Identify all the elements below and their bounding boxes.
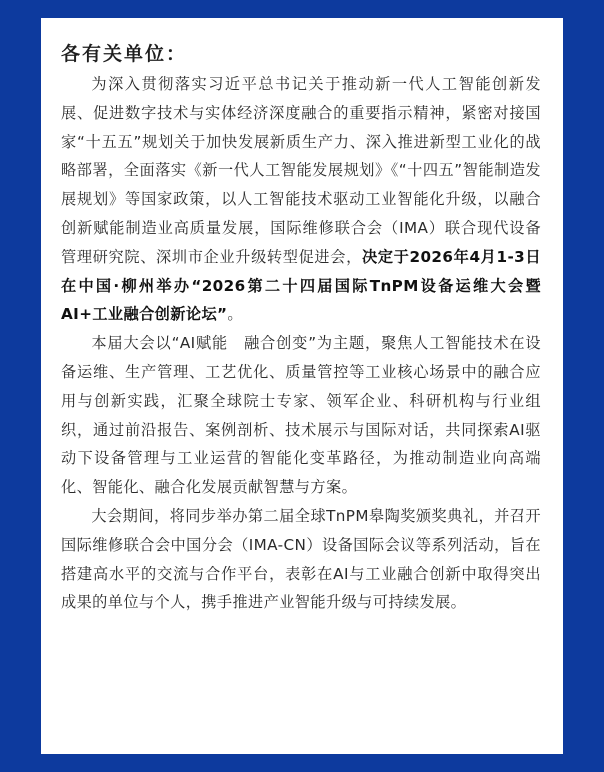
paragraph-activities: 大会期间，将同步举办第二届全球TnPM皋陶奖颁奖典礼，并召开国际维修联合会中国分会（IMA-CN）设备国际会议等系列活动，旨在搭建高水平的交流与合作平台，表彰在AI与工业融合创新中取得突出成果的单位与个人，携手推进产业智能升级与可持续发展。 bbox=[61, 506, 541, 612]
paragraph-theme: 本届大会以“AI赋能 融合创变”为主题，聚焦人工智能技术在设备运维、生产管理、工艺优化、质量管控等工业核心场景中的融合应用与创新实践，汇聚全球院士专家、领军企业、科研机构与行业组织，通过前沿报告、案例剖析、技术展示与国际对话，共同探索AI驱动下设备管理与工业运营的智能化变革路径，为推动制造业向高端化、智能化、融合化发展贡献智慧与方案。 bbox=[61, 334, 541, 497]
paragraph-intro-end: 。 bbox=[227, 305, 244, 324]
event-announcement-bold: 决定于2026年4月1-3日在中国·柳州举办“2026第二十四届国际TnPM设备运维大会暨AI+工业融合创新论坛” bbox=[61, 247, 541, 324]
salutation-heading: 各有关单位： bbox=[61, 43, 188, 65]
notice-paper bbox=[41, 18, 563, 754]
paragraph-intro-text: 为深入贯彻落实习近平总书记关于推动新一代人工智能创新发展、促进数字技术与实体经济深度融合的重要指示精神，紧密对接国家“十五五”规划关于加快发展新质生产力、深入推进新型工业化的战略部署，全面落实《新一代人工智能发展规划》《“十四五”智能制造发展规划》等国家政策，以人工智能技术驱动工业智能化升级，以融合创新赋能制造业高质量发展，国际维修联合会（IMA）联合现代设备管理研究院、深圳市企业升级转型促进会， bbox=[61, 75, 541, 266]
notice-body bbox=[61, 40, 541, 617]
paragraph-intro bbox=[61, 70, 541, 329]
